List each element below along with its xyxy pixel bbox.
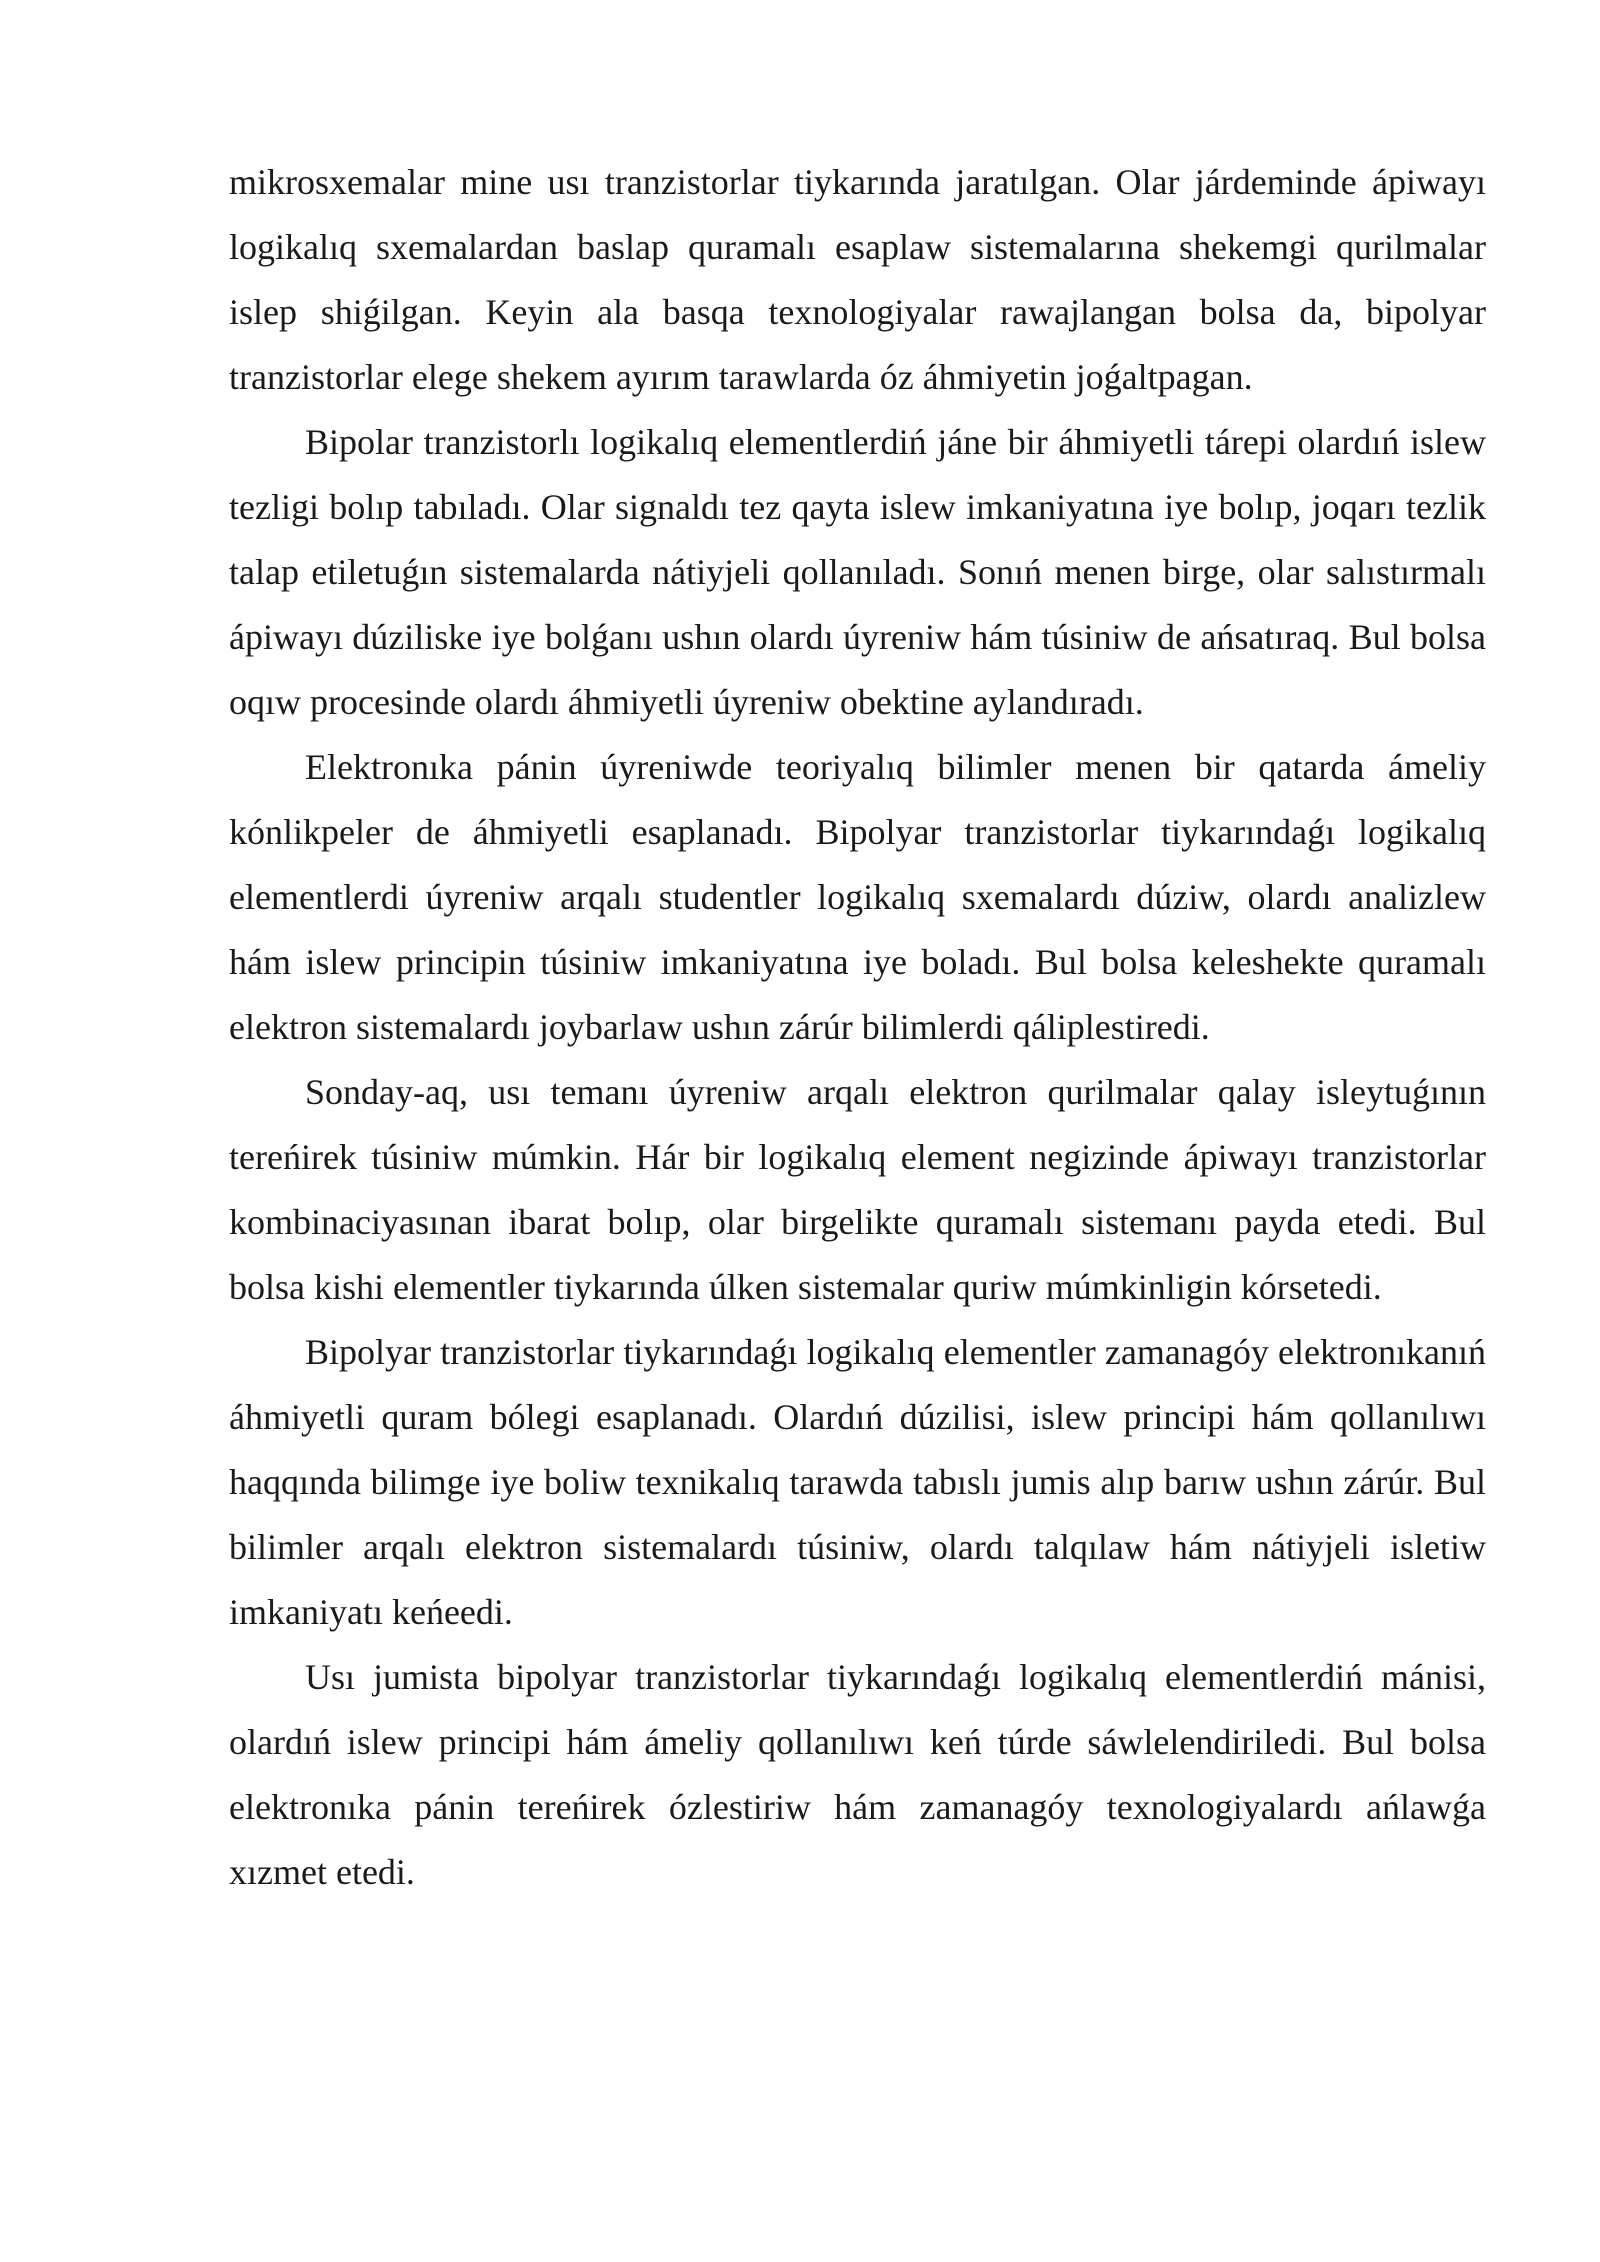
paragraph-importance: Bipolyar tranzistorlar tiykarındaǵı logikalıq elementler zamanagóy elektronıkanıń áhmiyetli quram bólegi esaplanadı. Olardıń dúzilisi, islew principi hám qollanılıwı haqqında bilimge iye boliw texnikalıq tarawda tabıslı jumis alıp barıw ushın zárúr. Bul bilimler arqalı elektron sistemalardı túsiniw, olardı talqılaw hám nátiyjeli isletiw imkaniyatı keńeedi. xyxy=(229,1332,1486,1632)
paragraph-practical-skills: Elektronıka pánin úyreniwde teoriyalıq bilimler menen bir qatarda ámeliy kónlikpeler de áhmiyetli esaplanadı. Bipolyar tranzistorlar tiykarındaǵı logikalıq elementlerdi úyreniw arqalı studentler logikalıq sxemalardı dúziw, olardı analizlew hám islew principin túsiniw imkaniyatına iye boladı. Bul bolsa keleshekte quramalı elektron sistemalardı joybarlaw ushın zárúr bilimlerdi qáliplestiredi. xyxy=(229,747,1486,1047)
paragraph-understanding: Sonday-aq, usı temanı úyreniw arqalı elektron qurilmalar qalay isleytuǵının tereńirek túsiniw múmkin. Hár bir logikalıq element negizinde ápiwayı tranzistorlar kombinaciyasınan ibarat bolıp, olar birgelikte quramalı sistemanı payda etedi. Bul bolsa kishi elementler tiykarında úlken sistemalar quriw múmkinligin kórsetedi. xyxy=(229,1072,1486,1307)
paragraph-summary: Usı jumista bipolyar tranzistorlar tiykarındaǵı logikalıq elementlerdiń mánisi, olardıń islew principi hám ámeliy qollanılıwı keń túrde sáwlelendiriledi. Bul bolsa elektronıka pánin tereńirek ózlestiriw hám zamanagóy texnologiyalardı ańlawǵa xızmet etedi. xyxy=(229,1657,1486,1892)
paragraph-continued: mikrosxemalar mine usı tranzistorlar tiykarında jaratılgan. Olar járdeminde ápiwayı logikalıq sxemalardan baslap quramalı esaplaw sistemalarına shekemgi qurilmalar islep shiǵilgan. Keyin ala basqa texnologiyalar rawajlangan bolsa da, bipolyar tranzistorlar elege shekem ayırım tarawlarda óz áhmiyetin joǵaltpagan. xyxy=(229,162,1486,397)
body-text xyxy=(229,150,1486,1905)
paragraph-tranzistor-speed: Bipolar tranzistorlı logikalıq elementlerdiń jáne bir áhmiyetli tárepi olardıń islew tezligi bolıp tabıladı. Olar signaldı tez qayta islew imkaniyatına iye bolıp, joqarı tezlik talap etiletuǵın sistemalarda nátiyjeli qollanıladı. Sonıń menen birge, olar salıstırmalı ápiwayı dúziliske iye bolǵanı ushın olardı úyreniw hám túsiniw de ańsatıraq. Bul bolsa oqıw procesinde olardı áhmiyetli úyreniw obektine aylandıradı. xyxy=(229,422,1486,722)
